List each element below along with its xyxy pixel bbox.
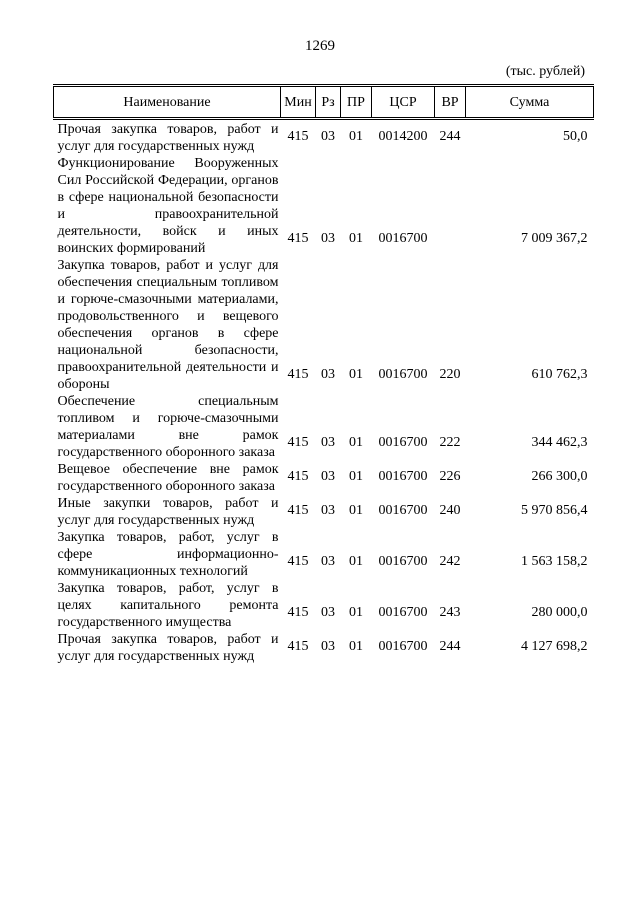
row-vr: 243: [439, 605, 461, 620]
header-rz: Рз: [316, 86, 341, 119]
row-pr: 01: [349, 469, 363, 484]
row-pr: 01: [349, 503, 363, 518]
row-rz: 03: [321, 605, 335, 620]
row-sum: 1 563 158,2: [521, 554, 588, 569]
row-name: Вещевое обеспечение вне рамок государственного оборонного заказа: [57, 462, 279, 494]
row-vr: 244: [439, 129, 461, 144]
row-csr: 0016700: [378, 231, 428, 246]
row-pr: 01: [349, 129, 363, 144]
header-sum: Сумма: [466, 86, 594, 119]
row-rz: 03: [321, 231, 335, 246]
row-min: 415: [287, 639, 309, 654]
row-name: Обеспечение специальным топливом и горюче-смазочными материалами вне рамок государственного оборонного заказа: [57, 394, 279, 460]
row-vr: 226: [439, 469, 461, 484]
table-row: [54, 393, 594, 461]
row-name: Функционирование Вооруженных Сил Российской Федерации, органов в сфере национальной безопасности и правоохранительной деятельности, войск и иных воинских формирований: [57, 156, 279, 256]
table-row: [54, 461, 594, 495]
row-pr: 01: [349, 435, 363, 450]
row-name: Прочая закупка товаров, работ и услуг для государственных нужд: [57, 122, 279, 154]
row-csr: 0016700: [378, 435, 428, 450]
row-csr: 0016700: [378, 469, 428, 484]
header-name: Наименование: [54, 86, 281, 119]
row-sum: 280 000,0: [531, 605, 588, 620]
row-min: 415: [287, 469, 309, 484]
row-sum: 7 009 367,2: [521, 231, 588, 246]
row-rz: 03: [321, 469, 335, 484]
row-sum: 50,0: [563, 129, 588, 144]
row-rz: 03: [321, 639, 335, 654]
row-pr: 01: [349, 605, 363, 620]
row-vr: [435, 155, 466, 257]
row-csr: 0016700: [378, 605, 428, 620]
row-name: Закупка товаров, работ, услуг в сфере информационно-коммуникационных технологий: [57, 530, 279, 579]
row-pr: 01: [349, 639, 363, 654]
row-csr: 0014200: [378, 129, 428, 144]
row-sum: 266 300,0: [531, 469, 588, 484]
row-rz: 03: [321, 435, 335, 450]
row-sum: 4 127 698,2: [521, 639, 588, 654]
units-label: (тыс. рублей): [505, 64, 585, 79]
row-sum: 344 462,3: [531, 435, 588, 450]
table-header: [54, 86, 594, 119]
row-rz: 03: [321, 129, 335, 144]
row-name: Закупка товаров, работ и услуг для обеспечения специальным топливом и горюче-смазочными материалами, продовольственного и вещевого обеспечения органов в сфере национальной безопасности, правоохранительной деятельности и обороны: [57, 258, 279, 392]
row-name: Закупка товаров, работ, услуг в целях капитального ремонта государственного имущества: [57, 581, 279, 630]
table-row: [54, 631, 594, 665]
row-min: 415: [287, 367, 309, 382]
header-pr: ПР: [341, 86, 372, 119]
row-vr: 220: [439, 367, 461, 382]
row-name: Иные закупки товаров, работ и услуг для государственных нужд: [57, 496, 279, 528]
row-min: 415: [287, 231, 309, 246]
table-row: [54, 495, 594, 529]
row-csr: 0016700: [378, 503, 428, 518]
row-pr: 01: [349, 231, 363, 246]
budget-table: [53, 84, 594, 665]
row-name: Прочая закупка товаров, работ и услуг для государственных нужд: [57, 632, 279, 664]
page-number: 1269: [305, 38, 335, 54]
table-row: [54, 257, 594, 393]
header-vr: ВР: [435, 86, 466, 119]
row-rz: 03: [321, 554, 335, 569]
row-rz: 03: [321, 503, 335, 518]
row-min: 415: [287, 503, 309, 518]
header-csr: ЦСР: [372, 86, 435, 119]
row-pr: 01: [349, 554, 363, 569]
row-vr: 222: [439, 435, 461, 450]
row-vr: 242: [439, 554, 461, 569]
row-vr: 240: [439, 503, 461, 518]
table-row: [54, 119, 594, 156]
row-pr: 01: [349, 367, 363, 382]
row-min: 415: [287, 554, 309, 569]
row-sum: 5 970 856,4: [521, 503, 588, 518]
row-min: 415: [287, 605, 309, 620]
row-rz: 03: [321, 367, 335, 382]
table-row: [54, 155, 594, 257]
row-min: 415: [287, 435, 309, 450]
row-sum: 610 762,3: [531, 367, 588, 382]
header-min: Мин: [281, 86, 316, 119]
row-csr: 0016700: [378, 554, 428, 569]
row-csr: 0016700: [378, 367, 428, 382]
row-min: 415: [287, 129, 309, 144]
row-csr: 0016700: [378, 639, 428, 654]
table-row: [54, 580, 594, 631]
table-row: [54, 529, 594, 580]
row-vr: 244: [439, 639, 461, 654]
